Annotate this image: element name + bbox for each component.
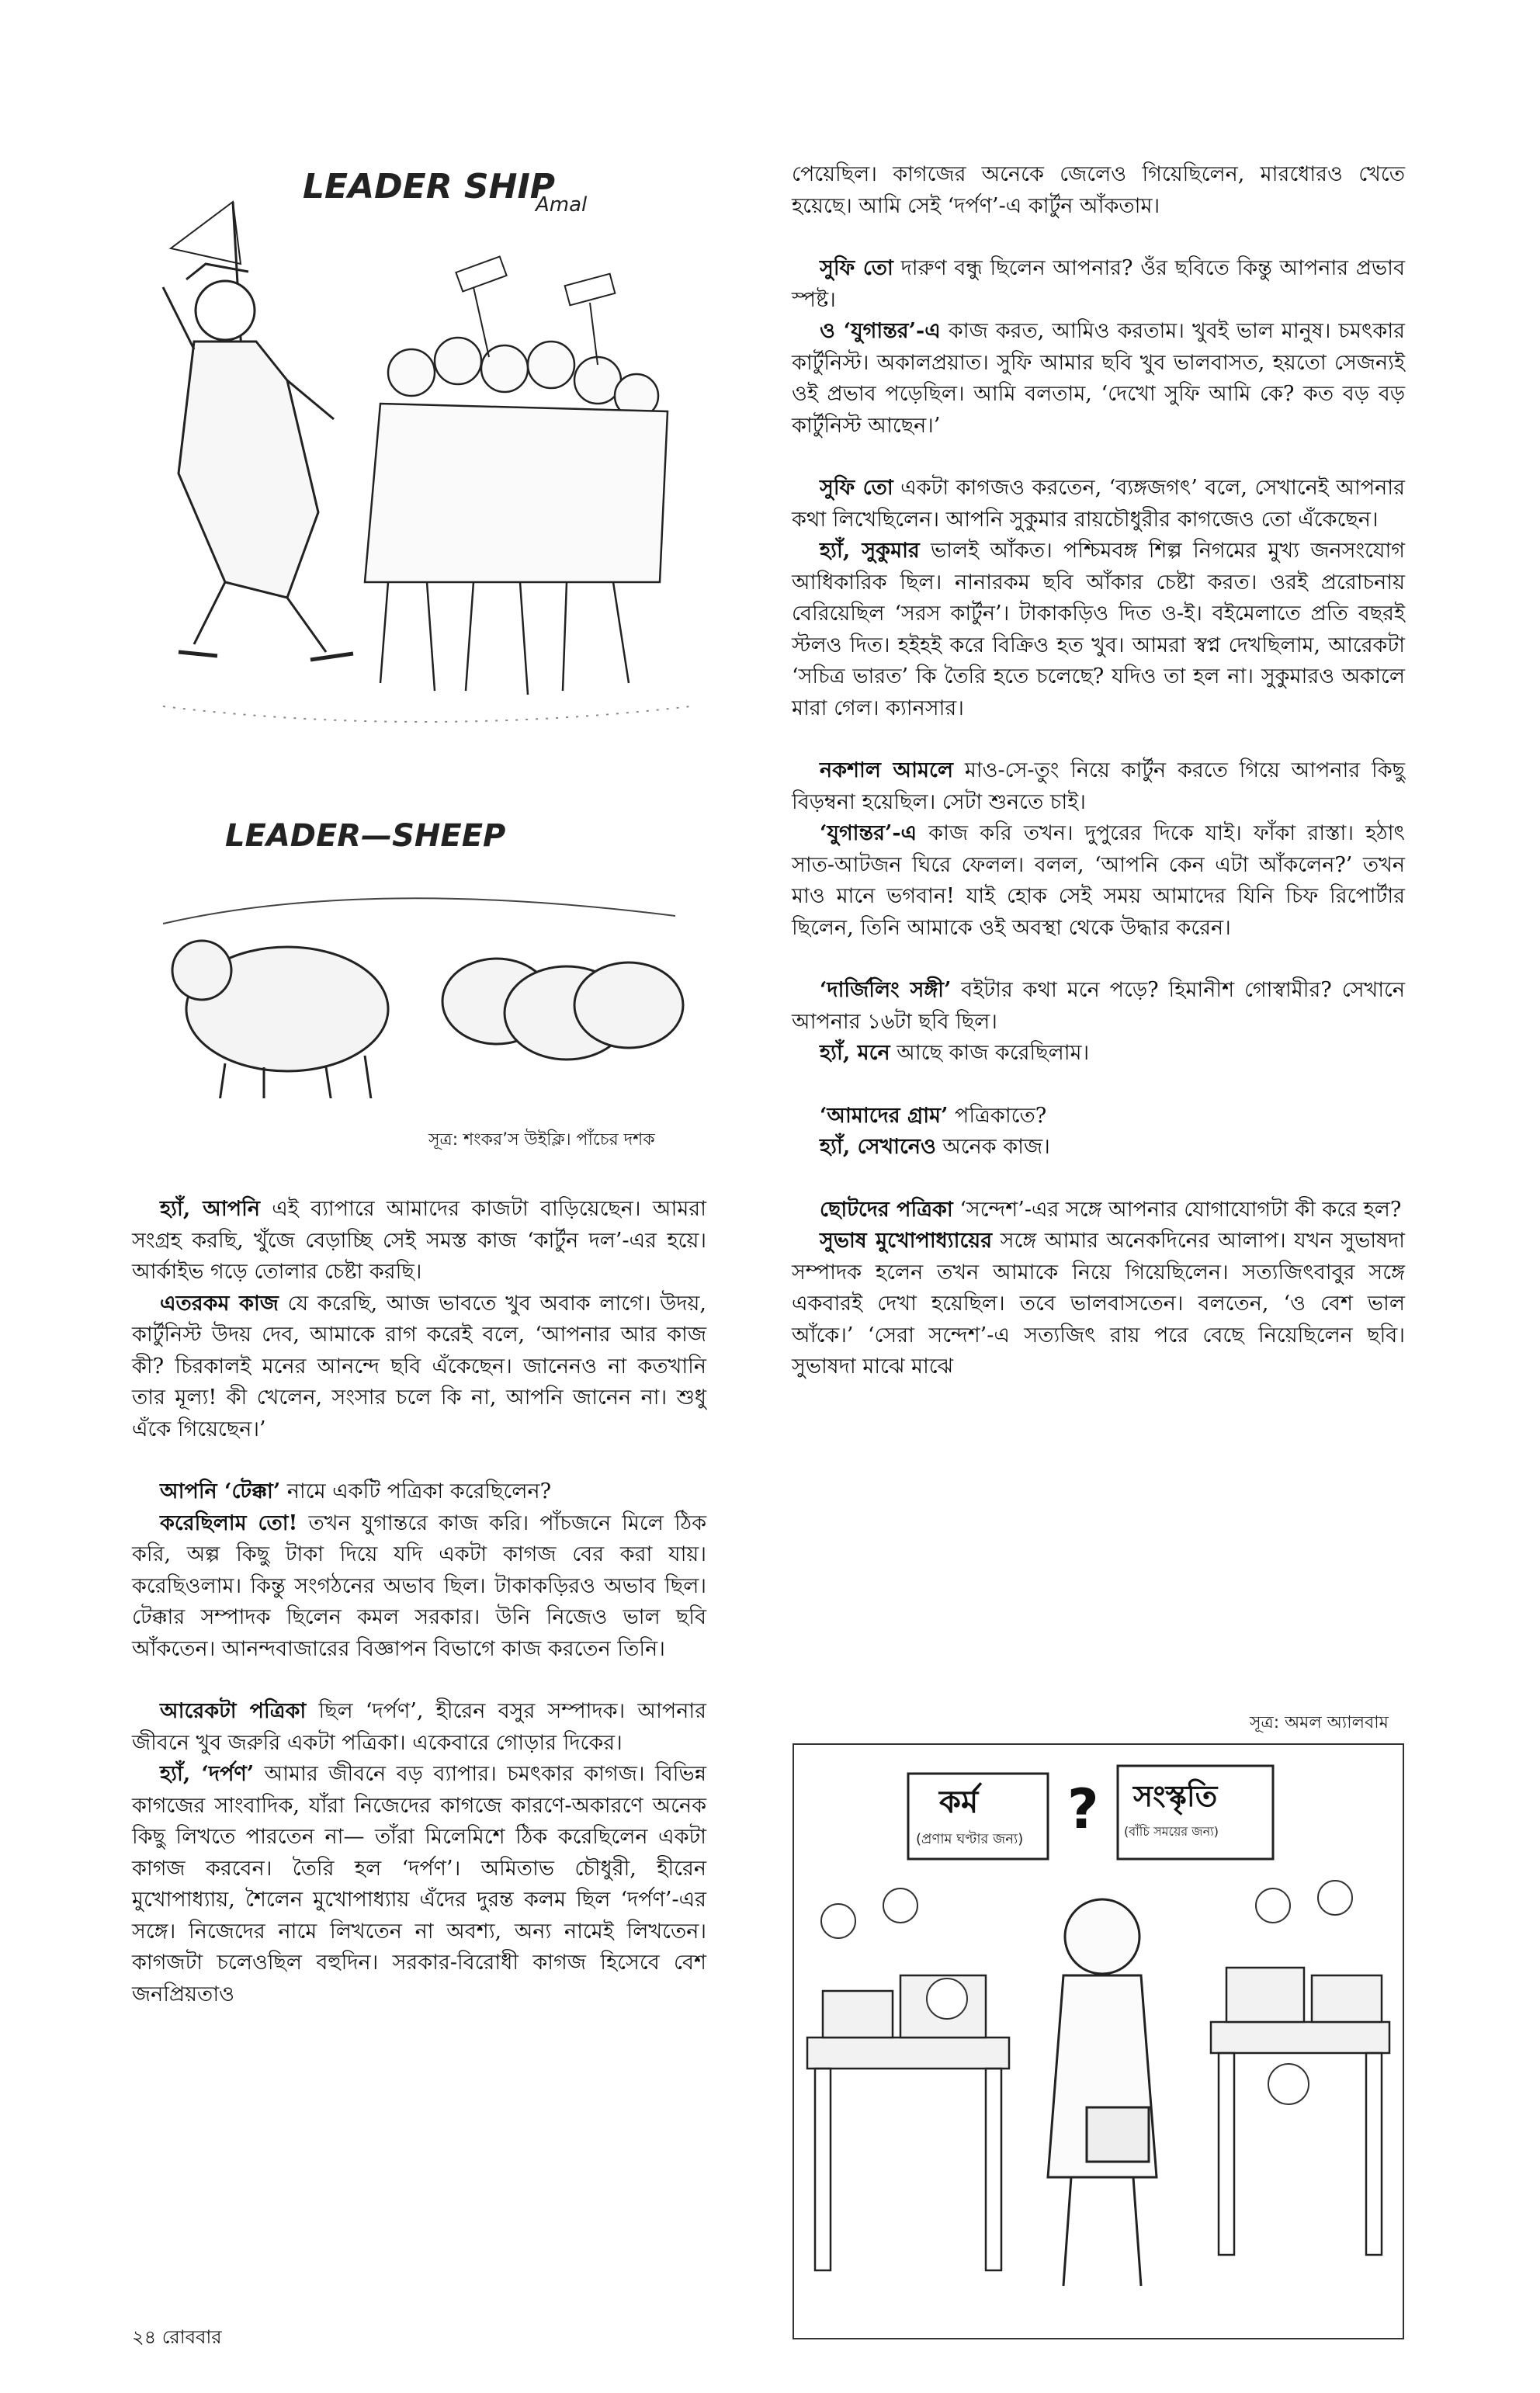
left-para-3: আপনি ‘টেক্কা’ নামে একটি পত্রিকা করেছিলেন? (160, 1479, 552, 1503)
right-para-10: ‘আমাদের গ্রাম’ পত্রিকাতে? (820, 1103, 1047, 1128)
page-folio: ২৪ রোববার (132, 2326, 222, 2348)
right-para-6: নকশাল আমলে মাও-সে-তুং নিয়ে কার্টুন করতে গিয়ে আপনার কিছু বিড়ম্বনা হয়েছিল। সেটা শুনতে চাই। (792, 758, 1405, 814)
right-para-9: হ্যাঁ, মনে আছে কাজ করেছিলাম। (820, 1041, 1090, 1065)
office-cartoon (792, 1743, 1405, 2340)
cartoon-title-bottom: LEADER—SHEEP (225, 818, 506, 854)
right-para-11: হ্যাঁ, সেখানেও অনেক কাজ। (820, 1135, 1050, 1159)
left-para-2: এতরকম কাজ যে করেছি, আজ ভাবতে খুব অবাক লাগে। উদয়, কার্টুনিস্ট উদয় দেব, আমাকে রাগ করেই বলে, ‘আপনার আর কাজ কী? চিরকালই মনের আনন্দে ছবি এঁকেছেন। জানেনও না কতখানি তার মূল্য! কী খেলেন, সংসার চলে কি না, আপনি জানেন না। শুধু এঁকে গিয়েছেন।’ (132, 1291, 706, 1441)
right-para-2: সুফি তো দারুণ বন্ধু ছিলেন আপনার? ওঁর ছবিতে কিন্তু আপনার প্রভাব স্পষ্ট। (792, 256, 1405, 312)
right-para-13: সুভাষ মুখোপাধ্যায়ের সঙ্গে আমার অনেকদিনের আলাপ। যখন সুভাষদা সম্পাদক হলেন তখন আমাকে নিয়ে গিয়েছিলেন। সত্যজিৎবাবুর সঙ্গে একবারই দেখা হয়েছিল। তবে ভালবাসতেন। বলতেন, ‘ও বেশ ভাল আঁকে।’ ‘সেরা সন্দেশ’-এ সত্যজিৎ রায় পরে বেছে নিয়েছিলেন ছবি। সুভাষদা মাঝে মাঝে (792, 1229, 1405, 1379)
leadership-cartoon-drawing (132, 147, 706, 1098)
right-para-4: সুফি তো একটা কাগজও করতেন, ‘ব্যঙ্গজগৎ’ বলে, সেখানেই আপনার কথা লিখেছিলেন। আপনি সুকুমার রায়চৌধুরীর কাগজেও তো এঁকেছেন। (792, 476, 1405, 532)
right-para-8: ‘দার্জিলিং সঙ্গী’ বইটার কথা মনে পড়ে? হিমানীশ গোস্বামীর? সেখানে আপনার ১৬টা ছবি ছিল। (792, 978, 1406, 1034)
right-para-7: ‘যুগান্তর’-এ কাজ করি তখন। দুপুরের দিকে যাই। ফাঁকা রাস্তা। হঠাৎ সাত-আটজন ঘিরে ফেলল। বলল, ‘আপনি কেন এটা আঁকলেন?’ তখন মাও মানে ভগবান! যাই হোক সেই সময় আমাদের যিনি চিফ রিপোর্টার ছিলেন, তিনি আমাকে ওই অবস্থা থেকে উদ্ধার করেন। (792, 821, 1405, 940)
right-para-5: হ্যাঁ, সুকুমার ভালই আঁকত। পশ্চিমবঙ্গ শিল্প নিগমের মুখ্য জনসংযোগ আধিকারিক ছিল। নানারকম ছবি আঁকার চেষ্টা করত। ওরই প্ররোচনায় বেরিয়েছিল ‘সরস কার্টুন’। টাকাকড়িও দিত ও-ই। বইমেলাতে প্রতি বছরই স্টলও দিত। হইহই করে বিক্রিও হত খুব। আমরা স্বপ্ন দেখছিলাম, আরেকটা ‘সচিত্র ভারত’ কি তৈরি হতে চলেছে? যদিও তা হল না। সুকুমারও অকালে মারা গেল। ক্যানসার। (792, 539, 1405, 720)
question-mark: ? (1067, 1777, 1099, 1841)
left-para-1: হ্যাঁ, আপনি এই ব্যাপারে আমাদের কাজটা বাড়িয়েছেন। আমরা সংগ্রহ করছি, খুঁজে বেড়াচ্ছি সেই সমস্ত কাজ ‘কার্টুন দল’-এর হয়ে। আর্কাইভ গড়ে তোলার চেষ্টা করছি। (132, 1197, 706, 1284)
sign-sanskriti-sub: (বাঁচি সময়ের জন্য) (1124, 1824, 1219, 1839)
leadership-cartoon-caption: সূত্র: শংকর’স উইক্লি। পাঁচের দশক (428, 1130, 655, 1150)
left-para-4: করেছিলাম তো! তখন যুগান্তরে কাজ করি। পাঁচজনে মিলে ঠিক করি, অল্প কিছু টাকা দিয়ে যদি একটা কাগজ বের করা যায়। করেছিওলাম। কিন্তু সংগঠনের অভাব ছিল। টাকাকড়িরও অভাব ছিল। টেক্কার সম্পাদক ছিলেন কমল সরকার। উনি নিজেও ভাল ছবি আঁকতেন। আনন্দবাজারের বিজ্ঞাপন বিভাগে কাজ করতেন তিনি। (132, 1510, 706, 1661)
office-cartoon-caption: সূত্র: অমল অ্যালবাম (1250, 1713, 1389, 1732)
sign-karma: কর্ম (939, 1784, 979, 1820)
left-column (132, 1194, 706, 2010)
right-para-1: পেয়েছিল। কাগজের অনেকে জেলেও গিয়েছিলেন, মারধোরও খেতে হয়েছে। আমি সেই ‘দর্পণ’-এ কার্টুন আঁকতাম। (792, 162, 1405, 218)
cartoon-signature: Amal (536, 193, 588, 217)
right-column (792, 159, 1405, 1383)
leadership-cartoon (132, 147, 706, 1098)
right-para-12: ছোটদের পত্রিকা ‘সন্দেশ’-এর সঙ্গে আপনার যোগাযোগটা কী করে হল? (820, 1197, 1402, 1222)
sign-karma-sub: (প্রণাম ঘণ্টার জন্য) (916, 1831, 1024, 1847)
right-para-3: ও ‘যুগান্তর’-এ কাজ করত, আমিও করতাম। খুবই ভাল মানুষ। চমৎকার কার্টুনিস্ট। অকালপ্রয়াত। সুফি আমার ছবি খুব ভালবাসত, হয়তো সেজন্যই ওই প্রভাব পড়েছিল। আমি বলতাম, ‘দেখো সুফি আমি কে? কত বড় বড় কার্টুনিস্ট আছেন।’ (792, 319, 1405, 438)
cartoon-title-top: LEADER SHIP (303, 167, 556, 206)
left-para-5: আরেকটা পত্রিকা ছিল ‘দর্পণ’, হীরেন বসুর সম্পাদক। আপনার জীবনে খুব জরুরি একটা পত্রিকা। একেবারে গোড়ার দিকের। (132, 1699, 706, 1755)
sign-sanskriti: সংস্কৃতি (1133, 1778, 1218, 1813)
left-para-6: হ্যাঁ, ‘দর্পণ’ আমার জীবনে বড় ব্যাপার। চমৎকার কাগজ। বিভিন্ন কাগজের সাংবাদিক, যাঁরা নিজেদের কাগজে কারণে-অকারণে অনেক কিছু লিখতে পারতেন না— তাঁরা মিলেমিশে ঠিক করেছিলেন একটা কাগজ করবেন। তৈরি হল ‘দর্পণ’। অমিতাভ চৌধুরী, হীরেন মুখোপাধ্যায়, শৈলেন মুখোপাধ্যায় এঁদের দুরন্ত কলম ছিল ‘দর্পণ’-এর সঙ্গে। নিজেদের নামে লিখতেন না অবশ্য, অন্য নামেই লিখতেন। কাগজটা চলেওছিল বহুদিন। সরকার-বিরোধী কাগজ হিসেবে বেশ জনপ্রিয়তাও (132, 1762, 706, 2006)
office-cartoon-drawing (792, 1743, 1405, 2340)
